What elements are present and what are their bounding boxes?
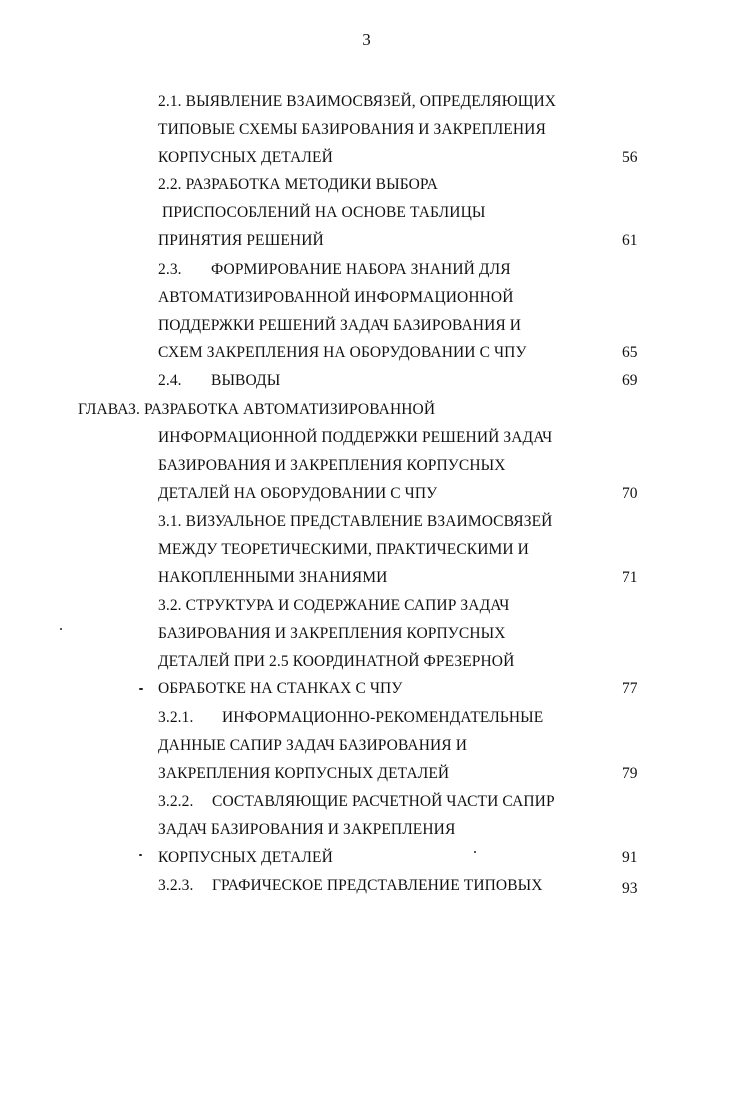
toc-line: ДАННЫЕ САПИР ЗАДАЧ БАЗИРОВАНИЯ И bbox=[158, 737, 467, 754]
toc-line: ГРАФИЧЕСКОЕ ПРЕДСТАВЛЕНИЕ ТИПОВЫХ bbox=[212, 877, 543, 894]
toc-line: ВЫВОДЫ bbox=[211, 372, 281, 389]
toc-line: АВТОМАТИЗИРОВАННОЙ ИНФОРМАЦИОННОЙ bbox=[158, 289, 514, 306]
toc-line: МЕЖДУ ТЕОРЕТИЧЕСКИМИ, ПРАКТИЧЕСКИМИ И bbox=[158, 541, 529, 558]
scan-speck bbox=[139, 688, 143, 690]
toc-line: ТИПОВЫЕ СХЕМЫ БАЗИРОВАНИЯ И ЗАКРЕПЛЕНИЯ bbox=[158, 121, 546, 138]
toc-line: 3.2.3. bbox=[158, 877, 194, 894]
toc-line: ОБРАБОТКЕ НА СТАНКАХ С ЧПУ bbox=[158, 680, 403, 697]
scan-speck bbox=[139, 854, 142, 856]
toc-page-ref: 71 bbox=[622, 569, 638, 586]
toc-line: 2.2. РАЗРАБОТКА МЕТОДИКИ ВЫБОРА bbox=[158, 176, 438, 193]
toc-line: БАЗИРОВАНИЯ И ЗАКРЕПЛЕНИЯ КОРПУСНЫХ bbox=[158, 625, 506, 642]
toc-line: 3.2. СТРУКТУРА И СОДЕРЖАНИЕ САПИР ЗАДАЧ bbox=[158, 597, 510, 614]
toc-page-ref: 61 bbox=[622, 232, 638, 249]
toc-line: ЗАДАЧ БАЗИРОВАНИЯ И ЗАКРЕПЛЕНИЯ bbox=[158, 821, 456, 838]
toc-line: 2.4. bbox=[158, 372, 182, 389]
page-number: 3 bbox=[362, 30, 371, 49]
toc-line: СОСТАВЛЯЮЩИЕ РАСЧЕТНОЙ ЧАСТИ САПИР bbox=[212, 793, 555, 810]
toc-page-ref: 70 bbox=[622, 485, 638, 502]
toc-line: ПРИНЯТИЯ РЕШЕНИЙ bbox=[158, 232, 324, 249]
toc-page-ref: 65 bbox=[622, 344, 638, 361]
toc-line: ПОДДЕРЖКИ РЕШЕНИЙ ЗАДАЧ БАЗИРОВАНИЯ И bbox=[158, 317, 522, 334]
toc-line: КОРПУСНЫХ ДЕТАЛЕЙ bbox=[158, 149, 333, 166]
toc-page-ref: 79 bbox=[622, 765, 638, 782]
toc-line: 3.2.2. bbox=[158, 793, 194, 810]
toc-line: ПРИСПОСОБЛЕНИЙ НА ОСНОВЕ ТАБЛИЦЫ bbox=[162, 204, 486, 221]
toc-line: НАКОПЛЕННЫМИ ЗНАНИЯМИ bbox=[158, 569, 388, 586]
toc-line: 3.2.1. bbox=[158, 709, 194, 726]
toc-line: ДЕТАЛЕЙ НА ОБОРУДОВАНИИ С ЧПУ bbox=[158, 485, 438, 502]
toc-page-ref: 93 bbox=[622, 880, 638, 897]
scan-speck bbox=[474, 851, 476, 853]
toc-line: ИНФОРМАЦИОННО-РЕКОМЕНДАТЕЛЬНЫЕ bbox=[222, 709, 544, 726]
toc-line: БАЗИРОВАНИЯ И ЗАКРЕПЛЕНИЯ КОРПУСНЫХ bbox=[158, 457, 506, 474]
toc-page-ref: 91 bbox=[622, 849, 638, 866]
toc-page-ref: 56 bbox=[622, 149, 638, 166]
toc-line: ЗАКРЕПЛЕНИЯ КОРПУСНЫХ ДЕТАЛЕЙ bbox=[158, 765, 450, 782]
toc-line: 2.3. bbox=[158, 261, 182, 278]
toc-line: 2.1. ВЫЯВЛЕНИЕ ВЗАИМОСВЯЗЕЙ, ОПРЕДЕЛЯЮЩИХ bbox=[158, 93, 557, 110]
toc-line: 3.1. ВИЗУАЛЬНОЕ ПРЕДСТАВЛЕНИЕ ВЗАИМОСВЯЗЕЙ bbox=[158, 513, 553, 530]
toc-line: ИНФОРМАЦИОННОЙ ПОДДЕРЖКИ РЕШЕНИЙ ЗАДАЧ bbox=[158, 429, 553, 446]
toc-line: КОРПУСНЫХ ДЕТАЛЕЙ bbox=[158, 849, 333, 866]
scan-speck bbox=[60, 628, 62, 630]
toc-line: СХЕМ ЗАКРЕПЛЕНИЯ НА ОБОРУДОВАНИИ С ЧПУ bbox=[158, 344, 527, 361]
toc-line: ФОРМИРОВАНИЕ НАБОРА ЗНАНИЙ ДЛЯ bbox=[211, 261, 511, 278]
toc-page-ref: 77 bbox=[622, 680, 638, 697]
toc-page-ref: 69 bbox=[622, 372, 638, 389]
toc-chapter-line: ГЛАВАЗ. РАЗРАБОТКА АВТОМАТИЗИРОВАННОЙ bbox=[78, 401, 436, 418]
toc-line: ДЕТАЛЕЙ ПРИ 2.5 КООРДИНАТНОЙ ФРЕЗЕРНОЙ bbox=[158, 653, 515, 670]
